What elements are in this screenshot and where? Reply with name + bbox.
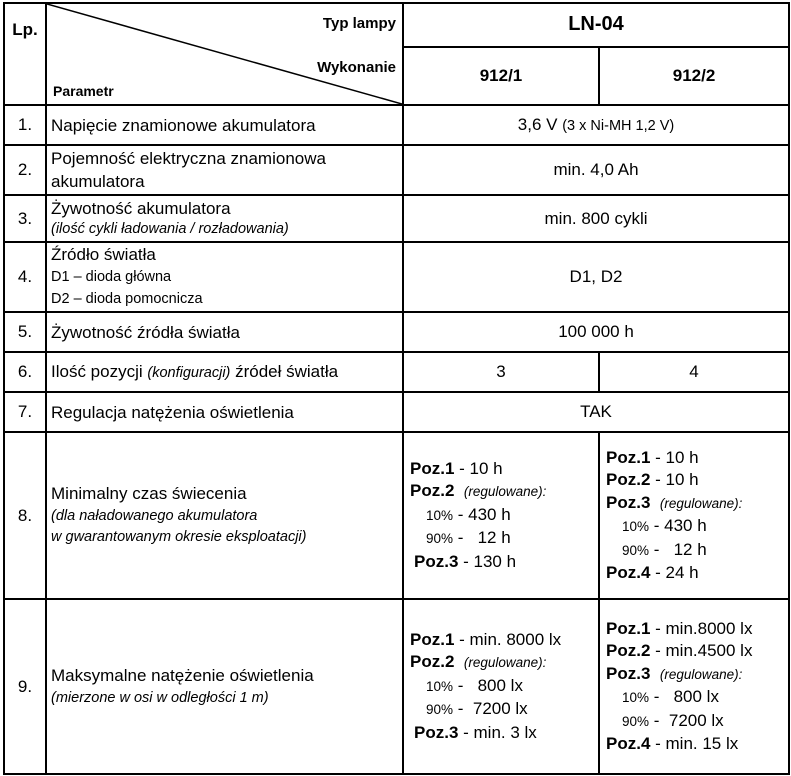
param-value-variant-1: Poz.1 - 10 h Poz.2 (regulowane): 10% - 430 h 90% - 12 h Poz.3 - 130 h [403,432,599,599]
param-name: Minimalny czas świecenia (dla naładowanego akumulatora w gwarantowanym okresie eksploatacji) [46,432,403,599]
param-value: min. 800 cykli [403,195,789,242]
param-name: Żywotność źródła światła [46,312,403,352]
param-value-variant-2: Poz.1 - 10 h Poz.2 - 10 h Poz.3 (regulowane): 10% - 430 h 90% - 12 h Poz.4 - 24 h [599,432,789,599]
header-corner-cell [46,3,403,105]
row-number: 1. [4,105,46,145]
param-name: Regulacja natężenia oświetlenia [46,392,403,432]
param-value: 100 000 h [403,312,789,352]
param-value: 3,6 V (3 x Ni-MH 1,2 V) [403,105,789,145]
table-row [4,195,789,242]
value-note: (3 x Ni-MH 1,2 V) [562,118,675,134]
param-name: Pojemność elektryczna znamionowa akumulatora [46,145,403,195]
row-number: 9. [4,599,46,774]
header-lp: Lp. [4,3,46,105]
header-typ-lampy: Typ lampy [322,15,396,32]
param-value-variant-1: 3 [403,352,599,392]
table-row [4,392,789,432]
param-value: TAK [403,392,789,432]
table-row [4,242,789,312]
param-value-variant-2: 4 [599,352,789,392]
row-number: 6. [4,352,46,392]
param-note: w gwarantowanym okresie eksploatacji) [51,529,307,545]
param-note: (ilość cykli ładowania / rozładowania) [51,220,289,237]
param-name: Ilość pozycji (konfiguracji) źródeł światła [46,352,403,392]
row-number: 5. [4,312,46,352]
table-row [4,105,789,145]
table-row [4,432,789,599]
header-model: LN-04 [403,3,789,47]
header-variant-2: 912/2 [599,47,789,105]
param-name: Żywotność akumulatora (ilość cykli ładowania / rozładowania) [46,195,403,242]
row-number: 2. [4,145,46,195]
param-name: Źródło światła D1 – dioda główna D2 – dioda pomocnicza [46,242,403,312]
param-value: min. 4,0 Ah [403,145,789,195]
table-row [4,599,789,774]
param-note: (dla naładowanego akumulatora [51,508,258,524]
param-note: (mierzone w osi w odległości 1 m) [51,689,269,706]
table-row [4,145,789,195]
param-name: Maksymalne natężenie oświetlenia (mierzone w osi w odległości 1 m) [46,599,403,774]
table-row [4,352,789,392]
param-value-variant-1: Poz.1 - min. 8000 lx Poz.2 (regulowane): 10% - 800 lx 90% - 7200 lx Poz.3 - min. 3 lx [403,599,599,774]
param-note: (konfiguracji) [147,364,231,381]
header-variant-1: 912/1 [403,47,599,105]
header-wykonanie: Wykonanie [317,59,396,76]
row-number: 4. [4,242,46,312]
header-parametr: Parametr [53,83,114,99]
row-number: 8. [4,432,46,599]
row-number: 7. [4,392,46,432]
param-name: Napięcie znamionowe akumulatora [46,105,403,145]
spec-table [3,2,790,775]
row-number: 3. [4,195,46,242]
table-row [4,312,789,352]
param-value-variant-2: Poz.1 - min.8000 lx Poz.2 - min.4500 lx Poz.3 (regulowane): 10% - 800 lx 90% - 7200 lx Poz.4 - min. 15 lx [599,599,789,774]
param-value: D1, D2 [403,242,789,312]
